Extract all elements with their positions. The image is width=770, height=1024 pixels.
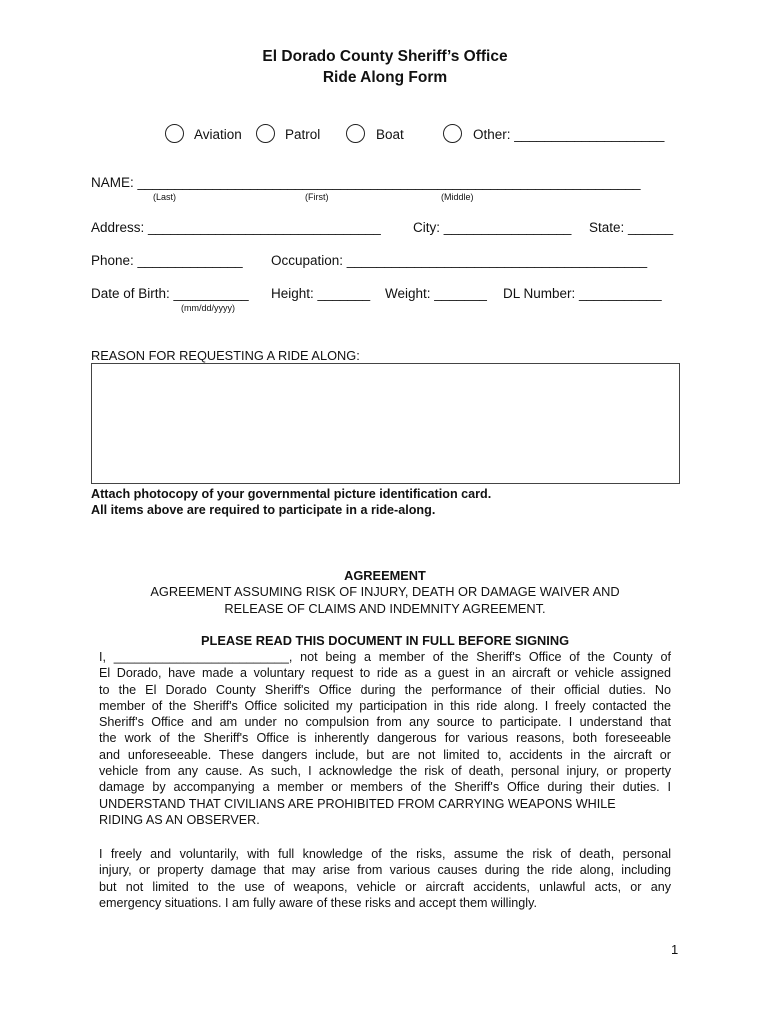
other-field[interactable]: Other: ____________________ bbox=[473, 127, 665, 142]
dob-format-hint: (mm/dd/yyyy) bbox=[181, 303, 235, 313]
paragraph-line: the work of the Sheriff's Office is inherently dangerous for various reasons, both foreseeable bbox=[99, 731, 671, 746]
paragraph-line: RIDING AS AN OBSERVER. bbox=[99, 812, 260, 827]
boat-radio[interactable] bbox=[346, 124, 365, 143]
paragraph-line: injury, or property damage that may arise from various causes during the ride along, including bbox=[99, 863, 671, 878]
other-radio[interactable] bbox=[443, 124, 462, 143]
paragraph-line: Sheriff's Office and am under no compulsion from any source to participate. I understand that bbox=[99, 715, 671, 730]
state-field[interactable]: State: ______ bbox=[589, 220, 674, 235]
name-field[interactable]: NAME: ___________________________________________________________________ bbox=[91, 175, 641, 190]
paragraph-line: damage by accompanying a member or members of the Sheriff's Office during their duties. I bbox=[99, 780, 671, 795]
paragraph-line: but not limited to the use of weapons, vehicle or aircraft accidents, unlawful acts, or any bbox=[99, 879, 671, 894]
dl-number-field[interactable]: DL Number: ___________ bbox=[503, 286, 662, 301]
page-number: 1 bbox=[671, 942, 679, 957]
aviation-radio[interactable] bbox=[165, 124, 184, 143]
required-notice: All items above are required to participate in a ride-along. bbox=[91, 503, 436, 517]
form-subtitle: Ride Along Form bbox=[322, 69, 448, 86]
agreement-subtitle-line1: AGREEMENT ASSUMING RISK OF INJURY, DEATH OR DAMAGE WAIVER AND bbox=[150, 584, 620, 599]
form-title: El Dorado County Sheriff’s Office bbox=[262, 48, 508, 65]
paragraph-line: vehicle from any cause. As such, I acknowledge the risk of death, personal injury, or property bbox=[99, 764, 671, 779]
paragraph-line: emergency situations. I am fully aware of these risks and accept them willingly. bbox=[99, 895, 537, 910]
phone-field[interactable]: Phone: ______________ bbox=[91, 253, 243, 268]
agreement-subtitle-line2: RELEASE OF CLAIMS AND INDEMNITY AGREEMENT. bbox=[224, 601, 546, 616]
city-field[interactable]: City: _________________ bbox=[413, 220, 572, 235]
id-notice: Attach photocopy of your governmental picture identification card. bbox=[91, 487, 492, 501]
paragraph-line: I freely and voluntarily, with full knowledge of the risks, assume the risk of death, personal bbox=[99, 847, 671, 861]
paragraph-line: to the El Dorado County Sheriff's Office during the performance of their official duties. No bbox=[99, 682, 671, 697]
agreement-heading: AGREEMENT bbox=[344, 568, 426, 583]
paragraph-line: and unforeseeable. These dangers include, but are not limited to, accidents in the aircraft or bbox=[99, 747, 671, 762]
paragraph-line: member of the Sheriff's Office solicited my participation in this ride along. I freely contacted the bbox=[99, 698, 671, 713]
boat-label: Boat bbox=[376, 127, 404, 142]
occupation-field[interactable]: Occupation: ________________________________________ bbox=[271, 253, 648, 268]
name-last-hint: (Last) bbox=[153, 192, 177, 202]
reason-textarea[interactable] bbox=[91, 363, 680, 484]
read-before-signing-notice: PLEASE READ THIS DOCUMENT IN FULL BEFORE SIGNING bbox=[200, 633, 570, 648]
agreement-paragraph-2 bbox=[99, 846, 671, 911]
patrol-radio[interactable] bbox=[256, 124, 275, 143]
paragraph-line: I, _________________________, not being a member of the Sheriff's Office of the County of bbox=[99, 650, 671, 664]
reason-label: REASON FOR REQUESTING A RIDE ALONG: bbox=[91, 348, 360, 363]
patrol-label: Patrol bbox=[285, 127, 321, 142]
agreement-paragraph-1 bbox=[99, 649, 671, 828]
weight-field[interactable]: Weight: _______ bbox=[385, 286, 487, 301]
dob-field[interactable]: Date of Birth: __________ bbox=[91, 286, 249, 301]
height-field[interactable]: Height: _______ bbox=[271, 286, 371, 301]
paragraph-line: UNDERSTAND THAT CIVILIANS ARE PROHIBITED FROM CARRYING WEAPONS WHILE bbox=[99, 796, 616, 811]
paragraph-line: El Dorado, have made a voluntary request to ride as a guest in an aircraft or vehicle assigned bbox=[99, 666, 671, 681]
address-field[interactable]: Address: _______________________________ bbox=[91, 220, 381, 235]
name-middle-hint: (Middle) bbox=[441, 192, 474, 202]
aviation-label: Aviation bbox=[194, 127, 242, 142]
name-first-hint: (First) bbox=[305, 192, 329, 202]
